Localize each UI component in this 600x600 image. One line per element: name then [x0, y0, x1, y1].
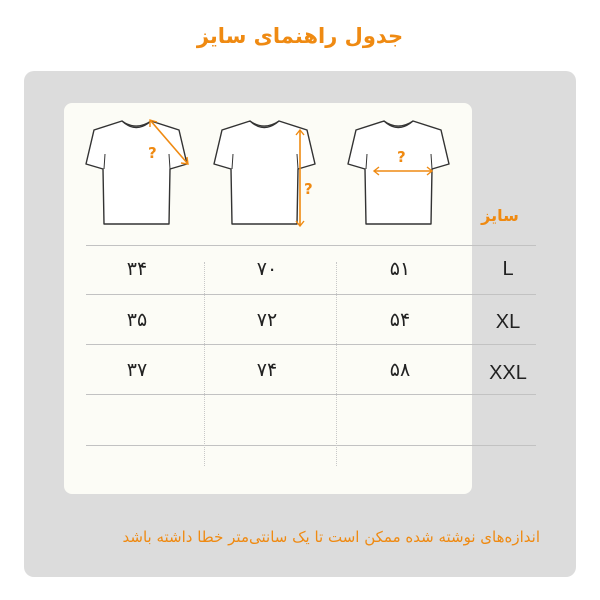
page-title: جدول راهنمای سایز — [196, 24, 404, 48]
length-value: ۷۴ — [256, 359, 278, 381]
footer-note: اندازه‌های نوشته شده ممکن است تا یک سانتی‌متر خطا داشته باشد — [122, 528, 540, 546]
column-divider — [336, 262, 337, 466]
tshirt-shoulder-icon — [84, 114, 194, 230]
size-column-header: سایز — [481, 206, 519, 225]
shoulder-value: ۳۵ — [126, 309, 148, 331]
tshirt-length-icon — [212, 114, 322, 230]
chest-value: ۵۴ — [389, 309, 411, 331]
chest-value: ۵۸ — [389, 359, 411, 381]
tshirt-chest-icon — [346, 114, 456, 230]
size-label: L — [502, 258, 514, 280]
question-mark: ? — [148, 144, 157, 162]
size-label: XL — [495, 311, 521, 333]
question-mark: ? — [304, 180, 313, 198]
row-divider — [86, 394, 536, 395]
row-divider — [86, 445, 536, 446]
row-divider — [86, 245, 536, 246]
question-mark: ? — [397, 148, 406, 166]
row-divider — [86, 344, 536, 345]
shoulder-value: ۳۷ — [126, 359, 148, 381]
length-value: ۷۰ — [256, 258, 278, 280]
chest-value: ۵۱ — [389, 258, 411, 280]
row-divider — [86, 294, 536, 295]
length-value: ۷۲ — [256, 309, 278, 331]
size-label: XXL — [489, 362, 527, 384]
column-divider — [204, 262, 205, 466]
shoulder-value: ۳۴ — [126, 258, 148, 280]
